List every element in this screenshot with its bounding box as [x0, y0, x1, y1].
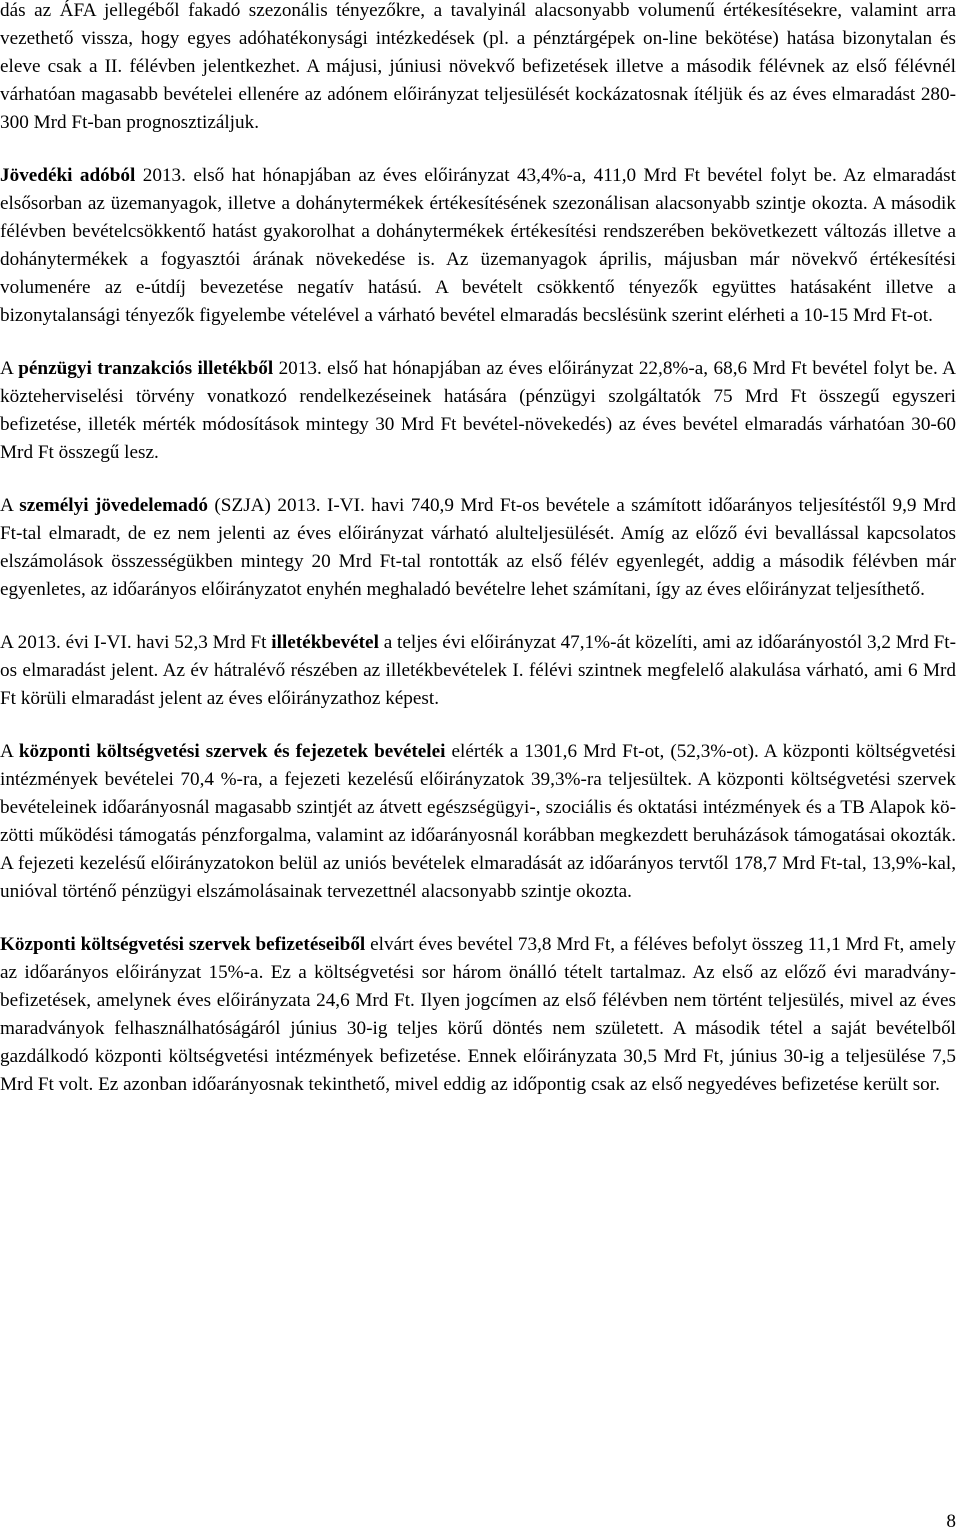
bold-term: személyi jövedelemadó [19, 495, 208, 516]
bold-term: Jövedéki adóból [0, 165, 136, 186]
text-run: elérték a 1301,6 Mrd Ft-ot, (52,3%-ot). A központi költségvetési intézmények bevételei 70,4 %-ra, a fejezeti kezelésű előirányzatok 39,3%-ra teljesültek. A központi költségvetési szervek bevételeinek időarányosnál magasabb szintjét az átvett egészségügyi-, szociális és oktatási intézmények és a TB Alapok közötti működési támogatás pénzforgalma, valamint az időarányosnál korábban megkezdett beruházások támogatásai okozták. A fejezeti kezelésű előirányzatokon belül az uniós bevételek elmaradását az időarányos tervtől 178,7 Mrd Ft-tal, 13,9%-kal, unióval történő pénzügyi elszámolásainak tervezettnél alacsonyabb szintje okozta. [0, 741, 956, 902]
text-run: (SZJA) 2013. I-VI. havi 740,9 Mrd Ft-os bevétele a számított időarányos teljesítéstől 9,9 Mrd Ft-tal elmaradt, de ez nem jelenti az éves előirányzat várható alulteljesülését. Amíg az előző évi bevallással kapcsolatos elszámolások összességükben mintegy 20 Mrd Ft-tal rontották az első félév egyenlegét, addig a második félévben már egyenletes, az időarányos előirányzatot enyhén meghaladó bevételre lehet számítani, így az éves előirányzat teljesíthető. [0, 495, 956, 600]
text-run: A [0, 358, 19, 379]
bold-term: pénzügyi tranzakciós illetékből [18, 358, 274, 379]
text-run: A [0, 495, 20, 516]
bold-term: illetékbevétel [271, 632, 379, 653]
text-run: elvárt éves bevétel 73,8 Mrd Ft, a féléves befolyt összeg 11,1 Mrd Ft, amely az időarányos előirányzat 15%-a. Ez a költségvetési sor három önálló tételt tartalmaz. Az első az előző évi maradvány-befizetések, amelynek éves előirányzata 24,6 Mrd Ft. Ilyen jogcímen az első félévben nem történt teljesülés, mivel az éves maradványok felhasználhatóságáról június 30-ig teljes körű döntés nem született. A második tétel a saját bevételből gazdálkodó központi költségvetési intézmények befizetése. Ennek előirányzata 30,5 Mrd Ft, június 30-ig a teljesülése 7,5 Mrd Ft volt. Ez azonban időarányosnak tekinthető, mivel eddig az időpontig csak az első negyedéves befizetése került sor. [0, 934, 957, 1095]
text-run: 2013. első hat hónapjában az éves előirányzat 22,8%-a, 68,6 Mrd Ft bevétel folyt be. A közteherviselési törvény vonatkozó rendelkezéseinek hatására (pénzügyi szolgáltatók 75 Mrd Ft összegű egyszeri befizetése, illeték mérték módosítások mintegy 30 Mrd Ft bevétel-növekedés) az éves bevétel elmaradás várhatóan 30-60 Mrd Ft összegű lesz. [0, 358, 956, 463]
text-run: a teljes évi előirányzat 47,1%-át közelíti, ami az időarányostól 3,2 Mrd Ft-os elmaradást jelent. Az év hátralévő részében az illetékbevételek I. félévi szintnek megfelelő alakulása várható, ami 6 Mrd Ft körüli elmaradást jelent az éves előirányzathoz képest. [0, 632, 956, 709]
bold-term: központi költségvetési szervek és fejezetek bevételei [18, 741, 446, 762]
text-run: dás az ÁFA jellegéből fakadó szezonális tényezőkre, a tavalyinál alacsonyabb volumenű értékesítésekre, valamint arra vezethető vissza, hogy egyes adóhatékonysági intézkedések (pl. a pénztárgépek on-line bekötése) hatása bizonytalan és eleve csak a II. félévben jelentkezhet. A májusi, júniusi növekvő befizetések illetve a második félévnek az első félévnél várhatóan magasabb bevételei ellenére az adónem előirányzat teljesülését kockázatosnak ítéljük és az éves elmaradást 280-300 Mrd Ft-ban prognosztizáljuk. [0, 0, 956, 133]
text-run: 2013. első hat hónapjában az éves előirányzat 43,4%-a, 411,0 Mrd Ft bevétel folyt be. Az elmaradást elsősorban az üzemanyagok, illetve a dohánytermékek értékesítésének szezonálisan alacsonyabb szintje okozta. A második félévben bevételcsökkentő hatást gyakorolhat a dohánytermékek értékesítési rendszerében bekövetkezett változás illetve a dohánytermékek a fogyasztói árának növekedése is. Az üzemanyagok április, májusban már növekvő értékesítési volumenére az e-útdíj bevezetése negatív hatású. A bevételt csökkentő tényezők együttes hatásaként illetve a bizonytalansági tényezők figyelembe vételével a várható bevétel elmaradás becslésünk szerint elérheti a 10-15 Mrd Ft-ot. [0, 165, 956, 326]
paragraph-kozponti-bevetelek [0, 738, 956, 906]
bold-term: Központi költségvetési szervek befizetéseiből [0, 934, 366, 955]
paragraph-illetekbevetel [0, 629, 956, 713]
text-run: A 2013. évi I-VI. havi 52,3 Mrd Ft [0, 632, 272, 653]
text-run: A [0, 741, 19, 762]
paragraph-penzugyi-illetek [0, 355, 956, 467]
paragraph-afa [0, 0, 956, 137]
page-number: 8 [946, 1511, 956, 1532]
paragraph-szja [0, 492, 956, 604]
paragraph-kozponti-befizetesek [0, 931, 956, 1099]
paragraph-jovedeki-ado [0, 162, 956, 330]
